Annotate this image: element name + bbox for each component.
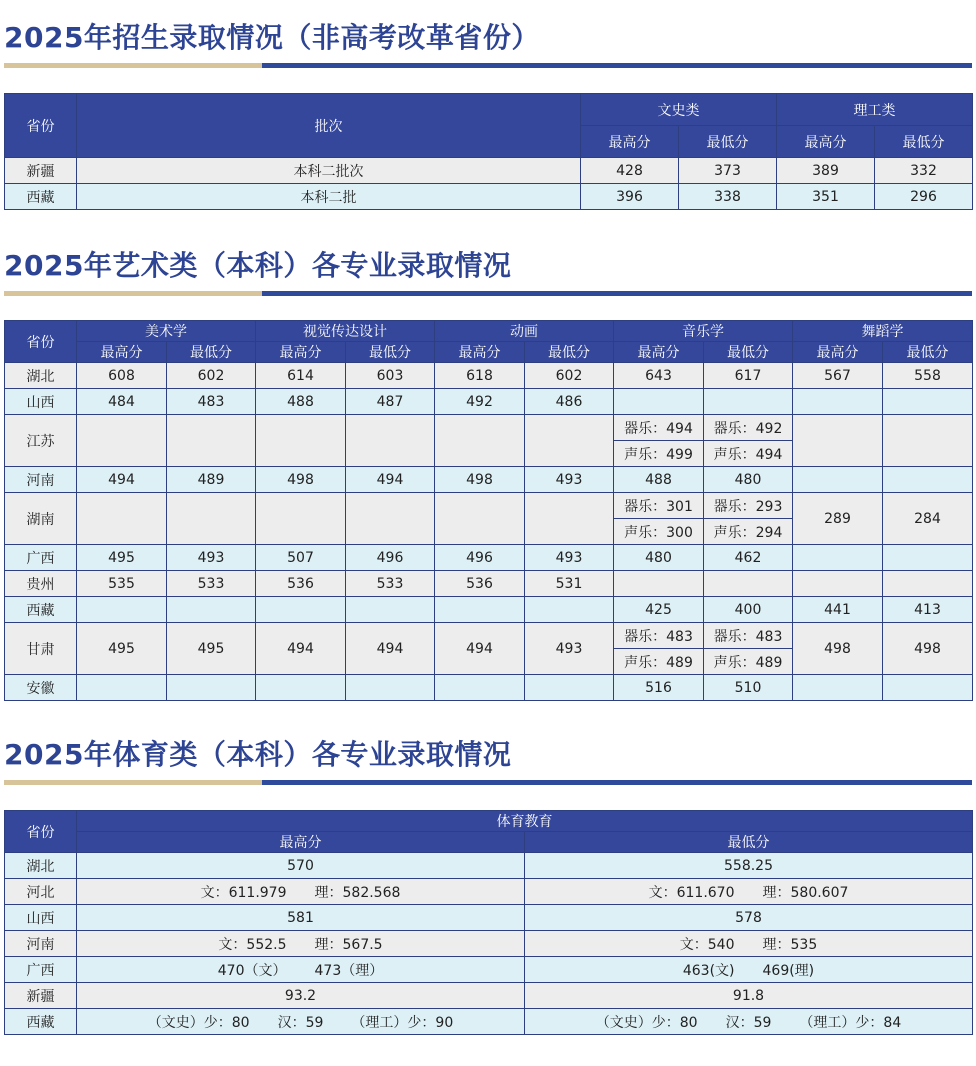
cell-min bbox=[525, 1009, 973, 1035]
cell-province: 河南 bbox=[5, 467, 77, 493]
cell-score: 441 bbox=[793, 597, 883, 623]
cell-min bbox=[525, 957, 973, 983]
cell-score: 495 bbox=[77, 545, 167, 571]
cell-score bbox=[883, 389, 973, 415]
cell-score: 器乐：483 bbox=[704, 623, 793, 649]
header-min: 最低分 bbox=[704, 342, 793, 363]
cell-max bbox=[77, 983, 525, 1009]
header-meishu: 美术学 bbox=[77, 321, 256, 342]
cell-score: 486 bbox=[525, 389, 614, 415]
cell-score: 507 bbox=[256, 545, 346, 571]
cell-province: 新疆 bbox=[5, 158, 77, 184]
score-part: 理：567.5 bbox=[314, 936, 383, 953]
cell-max bbox=[77, 905, 525, 931]
header-max: 最高分 bbox=[793, 342, 883, 363]
section3-rule bbox=[4, 780, 972, 785]
cell-score: 533 bbox=[346, 571, 435, 597]
score-part: 473（理） bbox=[314, 962, 384, 979]
cell-score: 声乐：489 bbox=[614, 649, 704, 675]
table-row bbox=[5, 931, 973, 957]
cell-score: 498 bbox=[256, 467, 346, 493]
cell-score: 495 bbox=[167, 623, 256, 675]
cell-score: 608 bbox=[77, 363, 167, 389]
header-batch: 批次 bbox=[77, 94, 581, 158]
cell-score: 492 bbox=[435, 389, 525, 415]
cell-score bbox=[704, 389, 793, 415]
cell-score: 498 bbox=[435, 467, 525, 493]
cell-province: 湖北 bbox=[5, 853, 77, 879]
cell-score: 617 bbox=[704, 363, 793, 389]
cell-score: 声乐：300 bbox=[614, 519, 704, 545]
section2-title: 2025年艺术类（本科）各专业录取情况 bbox=[4, 249, 512, 282]
header-donghua: 动画 bbox=[435, 321, 614, 342]
cell-score bbox=[77, 597, 167, 623]
cell-score bbox=[883, 467, 973, 493]
cell-score bbox=[346, 493, 435, 545]
score-part: 581 bbox=[287, 909, 314, 926]
score-part: （文史）少：80 bbox=[147, 1014, 250, 1031]
table-sports-admission bbox=[4, 810, 973, 1035]
header-min: 最低分 bbox=[525, 832, 973, 853]
header-min: 最低分 bbox=[883, 342, 973, 363]
score-part: 理：580.607 bbox=[762, 884, 849, 901]
cell-province: 西藏 bbox=[5, 597, 77, 623]
header-min: 最低分 bbox=[525, 342, 614, 363]
cell-wenshi-max: 396 bbox=[581, 184, 679, 210]
header-wudao: 舞蹈学 bbox=[793, 321, 973, 342]
cell-province: 广西 bbox=[5, 545, 77, 571]
cell-score: 567 bbox=[793, 363, 883, 389]
cell-province: 河北 bbox=[5, 879, 77, 905]
cell-score: 494 bbox=[77, 467, 167, 493]
cell-province: 新疆 bbox=[5, 983, 77, 1009]
header-min: 最低分 bbox=[167, 342, 256, 363]
score-part: 理：582.568 bbox=[314, 884, 401, 901]
cell-score bbox=[525, 415, 614, 467]
score-part: （理工）少：84 bbox=[799, 1014, 902, 1031]
cell-score bbox=[793, 467, 883, 493]
score-part: 文：552.5 bbox=[218, 936, 287, 953]
cell-province: 湖北 bbox=[5, 363, 77, 389]
score-part: 470（文） bbox=[217, 962, 287, 979]
cell-score bbox=[883, 415, 973, 467]
cell-score bbox=[793, 389, 883, 415]
table-row bbox=[5, 467, 973, 493]
table-row bbox=[5, 158, 973, 184]
cell-score: 603 bbox=[346, 363, 435, 389]
cell-score bbox=[793, 675, 883, 701]
cell-score bbox=[435, 675, 525, 701]
cell-score bbox=[525, 675, 614, 701]
score-part: 469(理) bbox=[762, 962, 815, 979]
score-part: （理工）少：90 bbox=[351, 1014, 454, 1031]
section1-title: 2025年招生录取情况（非高考改革省份） bbox=[4, 21, 540, 54]
cell-score bbox=[167, 493, 256, 545]
cell-score: 494 bbox=[346, 623, 435, 675]
table-row bbox=[5, 905, 973, 931]
score-part: 汉：59 bbox=[277, 1014, 324, 1031]
cell-score: 496 bbox=[346, 545, 435, 571]
cell-score bbox=[77, 675, 167, 701]
cell-score bbox=[883, 675, 973, 701]
cell-score: 602 bbox=[525, 363, 614, 389]
cell-province: 安徽 bbox=[5, 675, 77, 701]
cell-ligong-min: 296 bbox=[875, 184, 973, 210]
cell-score: 400 bbox=[704, 597, 793, 623]
cell-score bbox=[793, 571, 883, 597]
cell-score bbox=[256, 675, 346, 701]
cell-score: 425 bbox=[614, 597, 704, 623]
header-min: 最低分 bbox=[679, 126, 777, 158]
cell-max bbox=[77, 1009, 525, 1035]
cell-score: 510 bbox=[704, 675, 793, 701]
table-row bbox=[5, 957, 973, 983]
cell-score: 494 bbox=[256, 623, 346, 675]
cell-score: 483 bbox=[167, 389, 256, 415]
table-row bbox=[5, 1009, 973, 1035]
table-row bbox=[5, 415, 973, 441]
cell-province: 西藏 bbox=[5, 184, 77, 210]
score-part: 文：611.670 bbox=[648, 884, 735, 901]
cell-score bbox=[704, 571, 793, 597]
cell-score: 493 bbox=[525, 467, 614, 493]
table-row bbox=[5, 571, 973, 597]
header-tiyu: 体育教育 bbox=[77, 811, 973, 832]
header-max: 最高分 bbox=[581, 126, 679, 158]
cell-score: 器乐：293 bbox=[704, 493, 793, 519]
header-yinyue: 音乐学 bbox=[614, 321, 793, 342]
cell-score bbox=[346, 675, 435, 701]
cell-score: 614 bbox=[256, 363, 346, 389]
cell-score: 498 bbox=[793, 623, 883, 675]
cell-province: 甘肃 bbox=[5, 623, 77, 675]
cell-batch: 本科二批次 bbox=[77, 158, 581, 184]
header-shijue: 视觉传达设计 bbox=[256, 321, 435, 342]
cell-score bbox=[614, 389, 704, 415]
cell-score bbox=[883, 545, 973, 571]
cell-score: 487 bbox=[346, 389, 435, 415]
cell-province: 河南 bbox=[5, 931, 77, 957]
cell-max bbox=[77, 879, 525, 905]
score-part: 理：535 bbox=[762, 936, 818, 953]
cell-score: 声乐：294 bbox=[704, 519, 793, 545]
cell-min bbox=[525, 853, 973, 879]
cell-score: 533 bbox=[167, 571, 256, 597]
cell-score: 643 bbox=[614, 363, 704, 389]
section1-rule bbox=[4, 63, 972, 68]
score-part: 汉：59 bbox=[725, 1014, 772, 1031]
score-part: 文：540 bbox=[679, 936, 735, 953]
cell-wenshi-min: 373 bbox=[679, 158, 777, 184]
cell-score bbox=[346, 415, 435, 467]
cell-score: 484 bbox=[77, 389, 167, 415]
header-province: 省份 bbox=[5, 321, 77, 363]
score-part: 文：611.979 bbox=[200, 884, 287, 901]
header-max: 最高分 bbox=[256, 342, 346, 363]
cell-score: 器乐：483 bbox=[614, 623, 704, 649]
cell-score: 284 bbox=[883, 493, 973, 545]
cell-ligong-min: 332 bbox=[875, 158, 973, 184]
cell-min bbox=[525, 931, 973, 957]
table-row bbox=[5, 493, 973, 519]
cell-province: 山西 bbox=[5, 389, 77, 415]
table-art-admission bbox=[4, 320, 973, 701]
cell-province: 西藏 bbox=[5, 1009, 77, 1035]
cell-score: 器乐：494 bbox=[614, 415, 704, 441]
table-row bbox=[5, 879, 973, 905]
cell-score: 493 bbox=[525, 623, 614, 675]
cell-ligong-max: 389 bbox=[777, 158, 875, 184]
cell-score bbox=[525, 493, 614, 545]
cell-score: 488 bbox=[614, 467, 704, 493]
section3-title: 2025年体育类（本科）各专业录取情况 bbox=[4, 738, 512, 771]
cell-wenshi-max: 428 bbox=[581, 158, 679, 184]
header-province: 省份 bbox=[5, 811, 77, 853]
table-row bbox=[5, 675, 973, 701]
header-min: 最低分 bbox=[346, 342, 435, 363]
cell-score bbox=[793, 545, 883, 571]
cell-score: 498 bbox=[883, 623, 973, 675]
cell-score bbox=[435, 597, 525, 623]
cell-score bbox=[435, 493, 525, 545]
cell-score: 声乐：499 bbox=[614, 441, 704, 467]
score-part: 463(文) bbox=[682, 962, 735, 979]
cell-score bbox=[77, 493, 167, 545]
score-part: 91.8 bbox=[732, 987, 765, 1004]
cell-score bbox=[167, 675, 256, 701]
cell-min bbox=[525, 879, 973, 905]
table-row bbox=[5, 623, 973, 649]
cell-score: 531 bbox=[525, 571, 614, 597]
cell-province: 湖南 bbox=[5, 493, 77, 545]
cell-score: 488 bbox=[256, 389, 346, 415]
score-part: 570 bbox=[287, 857, 314, 874]
cell-score bbox=[256, 493, 346, 545]
cell-province: 广西 bbox=[5, 957, 77, 983]
cell-score: 536 bbox=[435, 571, 525, 597]
table-row bbox=[5, 545, 973, 571]
header-max: 最高分 bbox=[435, 342, 525, 363]
cell-score: 516 bbox=[614, 675, 704, 701]
cell-province: 江苏 bbox=[5, 415, 77, 467]
cell-score: 558 bbox=[883, 363, 973, 389]
cell-wenshi-min: 338 bbox=[679, 184, 777, 210]
cell-score bbox=[883, 571, 973, 597]
header-max: 最高分 bbox=[777, 126, 875, 158]
cell-score: 494 bbox=[346, 467, 435, 493]
cell-score: 496 bbox=[435, 545, 525, 571]
cell-score: 声乐：489 bbox=[704, 649, 793, 675]
cell-score bbox=[793, 415, 883, 467]
table-row bbox=[5, 389, 973, 415]
cell-score bbox=[77, 415, 167, 467]
section2-rule bbox=[4, 291, 972, 296]
cell-score bbox=[435, 415, 525, 467]
cell-max bbox=[77, 931, 525, 957]
cell-score bbox=[167, 597, 256, 623]
cell-score bbox=[614, 571, 704, 597]
table-row bbox=[5, 983, 973, 1009]
table-general-admission bbox=[4, 93, 973, 210]
cell-batch: 本科二批 bbox=[77, 184, 581, 210]
cell-score: 480 bbox=[614, 545, 704, 571]
cell-score: 480 bbox=[704, 467, 793, 493]
cell-score: 602 bbox=[167, 363, 256, 389]
header-province: 省份 bbox=[5, 94, 77, 158]
table-row bbox=[5, 184, 973, 210]
header-max: 最高分 bbox=[614, 342, 704, 363]
cell-ligong-max: 351 bbox=[777, 184, 875, 210]
cell-score bbox=[346, 597, 435, 623]
cell-score: 289 bbox=[793, 493, 883, 545]
header-wenshi: 文史类 bbox=[581, 94, 777, 126]
cell-score bbox=[256, 597, 346, 623]
cell-score: 493 bbox=[167, 545, 256, 571]
score-part: 93.2 bbox=[284, 987, 317, 1004]
cell-province: 山西 bbox=[5, 905, 77, 931]
cell-min bbox=[525, 905, 973, 931]
header-ligong: 理工类 bbox=[777, 94, 973, 126]
cell-score: 493 bbox=[525, 545, 614, 571]
table-row bbox=[5, 597, 973, 623]
table-row bbox=[5, 363, 973, 389]
cell-score bbox=[256, 415, 346, 467]
score-part: 558.25 bbox=[724, 857, 773, 874]
cell-score: 器乐：301 bbox=[614, 493, 704, 519]
cell-province: 贵州 bbox=[5, 571, 77, 597]
cell-min bbox=[525, 983, 973, 1009]
cell-score: 413 bbox=[883, 597, 973, 623]
cell-score: 494 bbox=[435, 623, 525, 675]
header-min: 最低分 bbox=[875, 126, 973, 158]
cell-score: 声乐：494 bbox=[704, 441, 793, 467]
table-row bbox=[5, 853, 973, 879]
cell-score: 489 bbox=[167, 467, 256, 493]
cell-score: 618 bbox=[435, 363, 525, 389]
cell-score bbox=[167, 415, 256, 467]
header-max: 最高分 bbox=[77, 832, 525, 853]
cell-score: 495 bbox=[77, 623, 167, 675]
cell-score: 器乐：492 bbox=[704, 415, 793, 441]
cell-score: 535 bbox=[77, 571, 167, 597]
cell-score bbox=[525, 597, 614, 623]
header-max: 最高分 bbox=[77, 342, 167, 363]
cell-max bbox=[77, 853, 525, 879]
cell-score: 462 bbox=[704, 545, 793, 571]
cell-max bbox=[77, 957, 525, 983]
cell-score: 536 bbox=[256, 571, 346, 597]
score-part: （文史）少：80 bbox=[595, 1014, 698, 1031]
score-part: 578 bbox=[735, 909, 762, 926]
